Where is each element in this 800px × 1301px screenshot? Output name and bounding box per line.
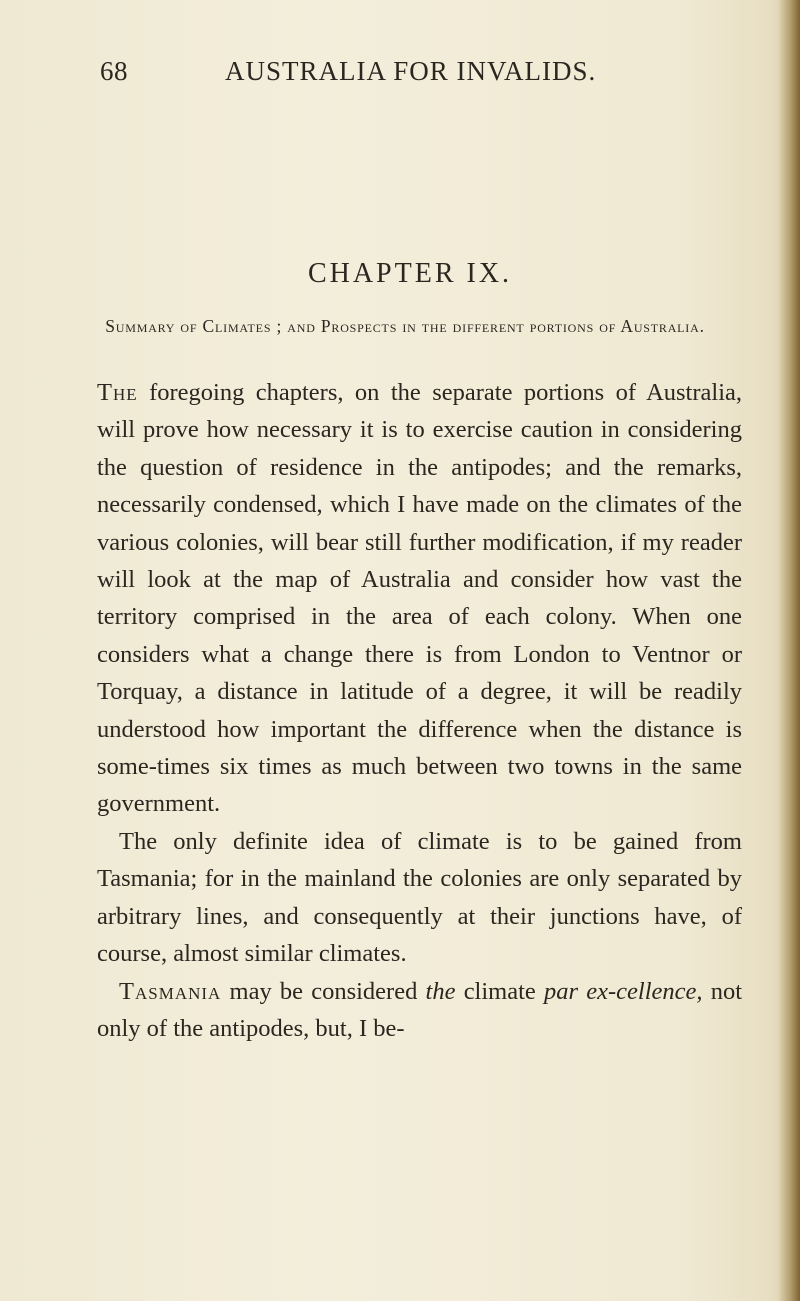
chapter-heading-text: CHAPTER IX.: [307, 258, 513, 289]
page-edge-shadow: [778, 0, 800, 1301]
paragraph-3-text-2: climate: [463, 977, 536, 1005]
paragraph-3-lead: Tasmania: [119, 977, 222, 1005]
body-text: [97, 374, 742, 1047]
page-number: 68: [100, 56, 128, 86]
running-head: [100, 56, 720, 96]
paragraph-1-lead: The: [97, 379, 138, 406]
paragraph-3-italic-2: par ex-cellence,: [544, 977, 703, 1005]
paragraph-3: [97, 973, 742, 1048]
paragraph-2: The only definite idea of climate is to be gained from Tasmania; for in the mainland the colonies are only separated by arbitrary lines, and consequently at their junctions have, of course, almost similar climates.: [97, 827, 742, 968]
paragraph-3-italic-1: the: [425, 977, 456, 1005]
running-title: AUSTRALIA FOR INVALIDS.: [225, 56, 597, 86]
paragraph-3-text-1: may be considered: [229, 977, 418, 1005]
paragraph-3-text-3: not only of the antipodes, but, I be-: [97, 977, 743, 1042]
chapter-heading: [0, 258, 800, 290]
paragraph-1-text: foregoing chapters, on the separate portions of Australia, will prove how necessary it is to exercise caution in considering the question of residence in the antipodes; and the remarks, necessarily condensed, which I have made on the climates of the various colonies, will bear still further modification, if my reader will look at the map of Australia and consider how vast the territory comprised in the area of each colony. When one considers what a change there is from London to Ventnor or Torquay, a distance in latitude of a degree, it will be readily understood how important the difference when the distance is some-times six times as much between two towns in the same government.: [97, 379, 743, 818]
paragraph-1: [97, 374, 742, 823]
chapter-summary: Summary of Climates ; and Prospects in the different portions of Australia.: [105, 316, 705, 336]
